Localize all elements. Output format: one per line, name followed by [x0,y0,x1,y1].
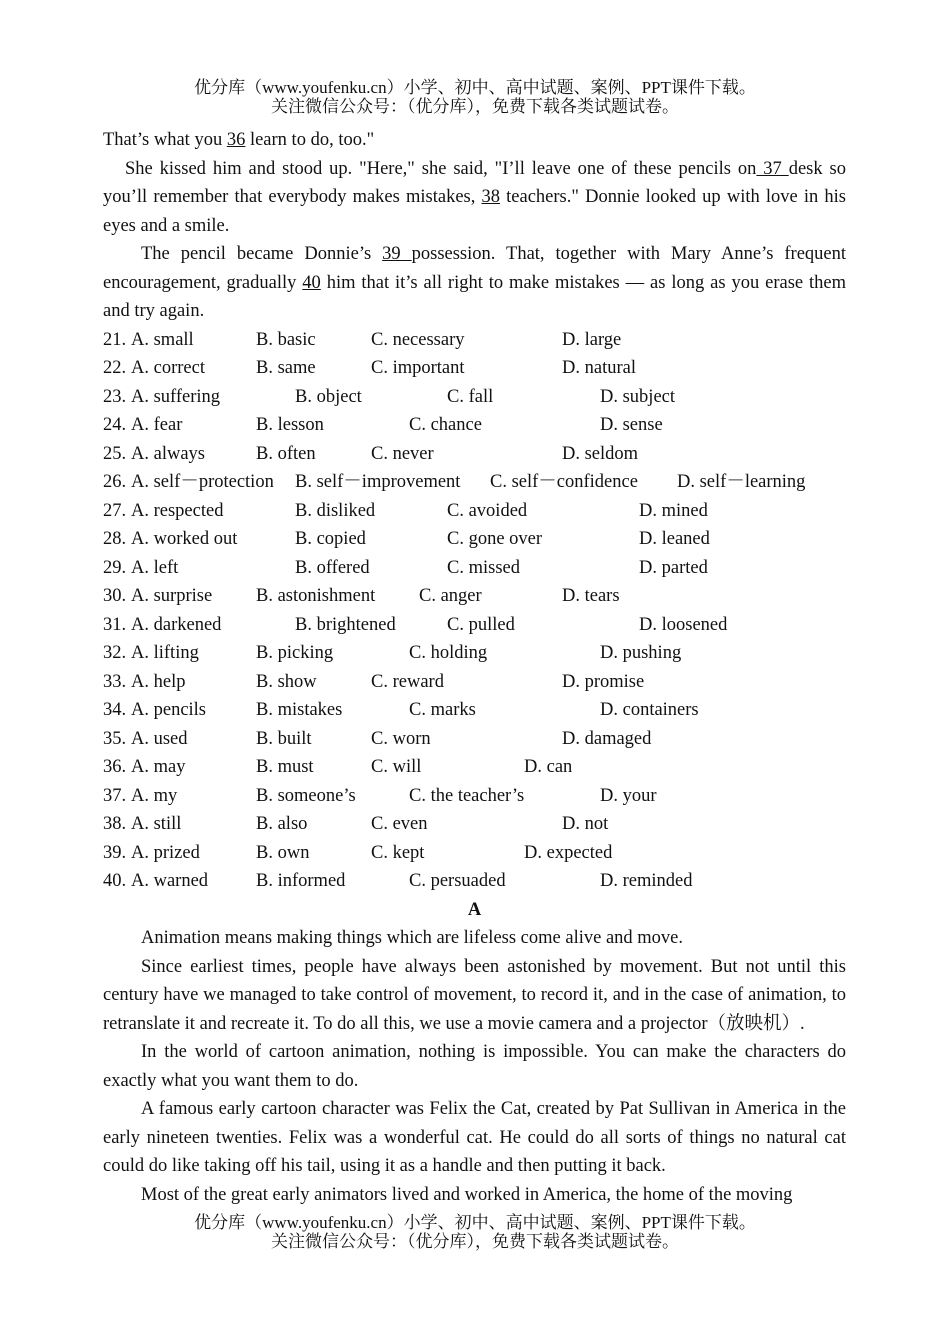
blank-40: 40 [302,272,321,293]
option-c: C. reward [371,671,444,692]
question-number: 38. [103,814,127,834]
reading-paragraph-4: A famous early cartoon character was Felix the Cat, created by Pat Sullivan in America in the early nineteen twenties. Felix was a wonderful cat. He could do all sorts of things no natural cat could do like taking off his tail, using it as a handle and then putting it back. [103,1099,846,1176]
question-row [103,696,846,725]
passage-paragraph-2 [103,155,846,241]
option-c: C. chance [409,415,482,435]
question-row [103,411,846,440]
option-b: B. informed [256,871,346,891]
option-a: A. small [131,329,194,350]
option-c: C. marks [409,700,476,720]
option-d: D. containers [600,700,699,720]
option-d: D. your [600,785,657,806]
text-run: teachers." Donnie looked up with love in his eyes and a smile. [103,187,846,236]
option-d: D. pushing [600,643,682,663]
option-a: A. self－protection [131,472,274,492]
footer-line-1: 优分库（www.youfenku.cn）小学、初中、高中试题、案例、PPT课件下载。 [194,1213,756,1232]
question-row [103,582,846,611]
reading-paragraph-3: In the world of cartoon animation, nothing is impossible. You can make the characters do exactly what you want them to do. [103,1042,846,1091]
section-title: A [467,899,482,920]
option-b: B. must [256,757,314,777]
option-b: B. someone’s [256,785,356,806]
option-a: A. left [131,557,179,578]
option-c: C. fall [447,386,494,407]
question-row [103,354,846,383]
passage-paragraph-1 [103,126,846,155]
option-a: A. lifting [131,643,199,663]
option-c: C. will [371,757,422,777]
option-d: D. promise [562,671,645,692]
blank-37: 37 [756,158,789,179]
option-d: D. not [562,814,609,834]
option-c: C. anger [419,586,482,606]
question-row [103,497,846,526]
option-c: C. even [371,814,428,834]
option-d: D. reminded [600,871,693,891]
question-number: 35. [103,728,127,749]
question-row [103,383,846,412]
option-b: B. same [256,358,316,378]
option-d: D. tears [562,586,620,606]
footer-line-2: 关注微信公众号：（优分库），免费下载各类试题试卷。 [271,1232,679,1251]
header-line-1: 优分库（www.youfenku.cn）小学、初中、高中试题、案例、PPT课件下载。 [194,78,756,97]
question-row [103,668,846,697]
option-c: C. important [371,358,465,378]
option-b: B. often [256,443,316,464]
option-a: A. darkened [131,614,222,635]
option-c: C. self－confidence [490,472,638,492]
question-row [103,810,846,839]
option-b: B. offered [295,557,370,578]
option-b: B. lesson [256,415,324,435]
question-number: 39. [103,842,127,863]
option-a: A. help [131,671,186,692]
question-row [103,440,846,469]
header-line-2: 关注微信公众号：（优分库），免费下载各类试题试卷。 [271,97,679,116]
question-row [103,554,846,583]
page-header [0,78,950,116]
option-d: D. expected [524,842,613,863]
option-c: C. kept [371,842,425,863]
question-number: 31. [103,614,127,635]
passage-paragraph-3 [103,240,846,326]
page-footer [0,1213,950,1251]
option-b: B. astonishment [256,586,376,606]
option-d: D. leaned [639,529,710,549]
question-number: 36. [103,757,127,777]
option-a: A. respected [131,500,224,521]
reading-paragraph-5: Most of the great early animators lived and worked in America, the home of the moving [141,1184,793,1205]
option-d: D. mined [639,500,708,521]
option-d: D. natural [562,358,636,378]
question-row [103,867,846,896]
option-c: C. avoided [447,500,528,521]
option-a: A. warned [131,871,209,891]
page-content [103,126,846,1209]
option-c: C. never [371,443,434,464]
option-c: C. holding [409,643,488,663]
option-a: A. fear [131,415,183,435]
blank-36: 36 [226,130,246,150]
option-b: B. object [295,386,362,407]
question-row [103,782,846,811]
option-a: A. still [131,814,182,834]
option-a: A. surprise [131,586,213,606]
option-b: B. picking [256,643,334,663]
blank-38: 38 [481,187,501,207]
option-c: C. necessary [371,329,465,350]
option-d: D. seldom [562,443,639,464]
blank-39: 39 [382,244,412,264]
text-run: learn to do, too." [245,130,375,150]
question-number: 26. [103,472,127,492]
option-b: B. self－improvement [295,472,461,492]
option-b: B. basic [256,329,316,350]
question-number: 30. [103,586,127,606]
question-number: 29. [103,557,127,578]
question-row [103,839,846,868]
question-number: 21. [103,329,127,350]
option-d: D. parted [639,557,708,578]
question-number: 34. [103,700,127,720]
question-row [103,326,846,355]
text-run: him that it’s all right to make mistakes — as long as you erase them and try again. [103,272,847,321]
reading-paragraph-2: Since earliest times, people have always been astonished by movement. But not until this century have we managed to take control of movement, to record it, and in the case of animation, to retranslate it and recreate it. To do all this, we use a movie camera and a projector（放映机）. [103,956,846,1034]
option-c: C. pulled [447,614,515,635]
option-d: D. subject [600,386,676,407]
question-row [103,611,846,640]
option-b: B. copied [295,529,366,549]
reading-paragraph-1: Animation means making things which are lifeless come alive and move. [141,928,684,948]
option-a: A. worked out [131,529,238,549]
option-c: C. missed [447,557,520,578]
option-a: A. correct [131,358,205,378]
question-list [103,326,846,896]
option-a: A. always [131,443,205,464]
option-b: B. built [256,728,312,749]
text-run: desk so you’ll remember that everybody makes mistakes, [103,158,846,207]
question-number: 28. [103,529,127,549]
text-run: That’s what you [103,130,227,150]
option-a: A. my [131,785,178,806]
question-number: 40. [103,871,127,891]
option-b: B. show [256,671,317,692]
option-b: B. disliked [295,500,376,521]
question-row [103,725,846,754]
option-c: C. the teacher’s [409,785,525,806]
option-b: B. also [256,814,308,834]
question-number: 32. [103,643,127,663]
question-number: 22. [103,358,127,378]
question-number: 33. [103,671,127,692]
question-row [103,468,846,497]
question-number: 37. [103,785,127,806]
question-row [103,639,846,668]
question-row [103,753,846,782]
option-b: B. brightened [295,614,396,635]
text-run: She kissed him and stood up. "Here," she said, "I’ll leave one of these pencils on [125,158,757,179]
option-a: A. prized [131,842,200,863]
text-run: The pencil became Donnie’s [141,244,383,264]
option-a: A. pencils [131,700,207,720]
option-d: D. self－learning [677,472,806,492]
option-d: D. sense [600,415,663,435]
question-row [103,525,846,554]
option-d: D. can [524,757,573,777]
option-d: D. large [562,329,622,350]
option-a: A. may [131,757,186,777]
option-a: A. used [131,728,188,749]
option-c: C. persuaded [409,871,506,891]
question-number: 23. [103,386,127,407]
option-d: D. damaged [562,728,652,749]
question-number: 27. [103,500,127,521]
option-c: C. gone over [447,529,543,549]
option-d: D. loosened [639,614,728,635]
option-a: A. suffering [131,386,221,407]
question-number: 24. [103,415,127,435]
option-b: B. mistakes [256,700,343,720]
text-run: possession. That, together with Mary Anne’s frequent encouragement, gradually [103,244,847,293]
option-b: B. own [256,842,310,863]
option-c: C. worn [371,728,431,749]
question-number: 25. [103,443,127,464]
